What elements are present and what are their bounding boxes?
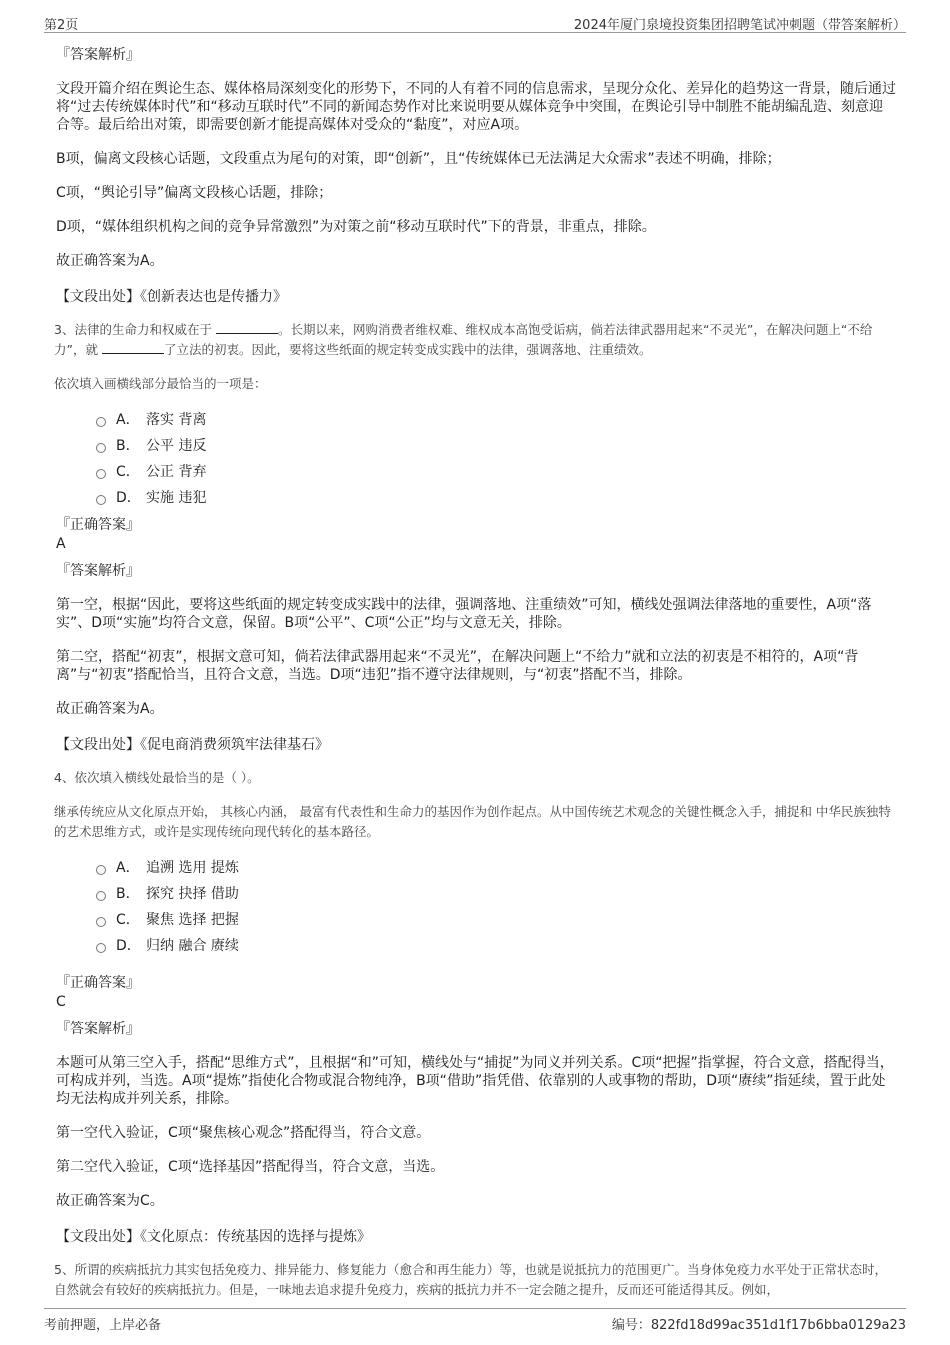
option-letter: C． xyxy=(116,464,140,480)
fill-blank xyxy=(102,341,164,354)
answer-label: 『正确答案』 xyxy=(56,975,140,991)
option-letter: A． xyxy=(116,412,140,428)
option-text: 探究 抉择 借助 xyxy=(146,886,239,902)
analysis-paragraph: B项，偏离文段核心话题，文段重点为尾句的对策，即“创新”，且“传统媒体已无法满足大众需求”表述不明确，排除； xyxy=(56,151,781,167)
analysis-paragraph: 故正确答案为C。 xyxy=(56,1193,164,1209)
analysis-paragraph: D项，“媒体组织机构之间的竞争异常激烈”为对策之前“移动互联时代”下的背景，非重点，排除。 xyxy=(56,219,656,235)
analysis-paragraph: 故正确答案为A。 xyxy=(56,253,164,269)
analysis-paragraph: 故正确答案为A。 xyxy=(56,701,164,717)
option-b[interactable] xyxy=(96,880,896,906)
question-4-stem: 4、依次填入横线处最恰当的是（ ）。 xyxy=(54,770,260,785)
analysis-label: 『答案解析』 xyxy=(56,563,140,579)
option-text: 公正 背弃 xyxy=(146,464,207,480)
analysis-label: 『答案解析』 xyxy=(56,47,140,63)
option-d[interactable] xyxy=(96,484,896,510)
spacer xyxy=(56,964,896,974)
answer-value: A xyxy=(56,536,66,552)
option-b[interactable] xyxy=(96,432,896,458)
question-3-text-b: 。长期以来，网购消费者维权难、维权成本高饱受诟病，倘若法律武器用起来“不灵光”，在解决问题上“不给力”，就 xyxy=(54,322,873,357)
option-text: 归纳 融合 赓续 xyxy=(146,938,239,954)
analysis-paragraph: 第二空，搭配“初衷”，根据文意可知，倘若法律武器用起来“不灵光”，在解决问题上“不给力”就和立法的初衷是不相符的，A项“背离”与“初衷”搭配恰当，且符合文意，当选。D项“违犯”指不遵守法律规则，与“初衷”搭配不当，排除。 xyxy=(56,649,859,683)
radio-icon[interactable] xyxy=(96,865,106,875)
option-text: 落实 背离 xyxy=(146,412,207,428)
option-a[interactable] xyxy=(96,854,896,880)
option-letter: A． xyxy=(116,860,140,876)
source-line xyxy=(56,734,896,754)
fill-blank xyxy=(216,321,278,334)
answer-label: 『正确答案』 xyxy=(56,517,140,533)
page-number: 第2页 xyxy=(44,18,79,33)
option-a[interactable] xyxy=(96,406,896,432)
option-letter: D． xyxy=(116,490,141,506)
source-title: 《创新表达也是传播力》 xyxy=(140,289,287,305)
question-3-text-a: 3、法律的生命力和权威在于 xyxy=(54,322,212,337)
option-text: 追溯 选用 提炼 xyxy=(146,860,239,876)
document-body xyxy=(56,44,896,1314)
analysis-label: 『答案解析』 xyxy=(56,1021,140,1037)
source-title: 《文化原点：传统基因的选择与提炼》 xyxy=(140,1229,371,1245)
analysis-paragraph: 第二空代入验证，C项“选择基因”搭配得当，符合文意，当选。 xyxy=(56,1159,445,1175)
source-line xyxy=(56,1226,896,1246)
question-5-stem: 5、所谓的疾病抵抗力其实包括免疫力、排异能力、修复能力（愈合和再生能力）等，也就是说抵抗力的范围更广。当身体免疫力水平处于正常状态时，自然就会有较好的疾病抵抗力。但是，一味地去追求提升免疫力，疾病的抵抗力并不一定会随之提升，反而还可能适得其反。例如， xyxy=(54,1262,887,1297)
option-c[interactable] xyxy=(96,458,896,484)
option-letter: C． xyxy=(116,912,140,928)
source-label: 【文段出处】 xyxy=(56,1229,140,1245)
source-title: 《促电商消费须筑牢法律基石》 xyxy=(140,737,329,753)
radio-icon[interactable] xyxy=(96,891,106,901)
analysis-paragraph: 第一空代入验证，C项“聚焦核心观念”搭配得当，符合文意。 xyxy=(56,1125,431,1141)
page-header xyxy=(44,12,906,33)
analysis-paragraph: 第一空，根据“因此，要将这些纸面的规定转变成实践中的法律，强调落地、注重绩效”可知，横线处强调法律落地的重要性，A项“落实”、D项“实施”均符合文意，保留。B项“公平”、C项“公正”均与文意无关，排除。 xyxy=(56,597,872,631)
question-4-options xyxy=(96,854,896,958)
radio-icon[interactable] xyxy=(96,943,106,953)
question-3-options xyxy=(96,406,896,510)
radio-icon[interactable] xyxy=(96,469,106,479)
analysis-paragraph: C项，“舆论引导”偏离文段核心话题，排除； xyxy=(56,185,333,201)
option-c[interactable] xyxy=(96,906,896,932)
option-text: 公平 违反 xyxy=(146,438,207,454)
option-letter: D． xyxy=(116,938,141,954)
source-line xyxy=(56,286,896,306)
question-3-text-c: 了立法的初衷。因此，要将这些纸面的规定转变成实践中的法律，强调落地、注重绩效。 xyxy=(163,342,652,357)
option-letter: B． xyxy=(116,886,140,902)
source-label: 【文段出处】 xyxy=(56,289,140,305)
source-label: 【文段出处】 xyxy=(56,737,140,753)
answer-value: C xyxy=(56,994,66,1010)
document-title: 2024年厦门泉境投资集团招聘笔试冲刺题（带答案解析） xyxy=(573,18,906,33)
question-4-passage: 继承传统应从文化原点开始， 其核心内涵， 最富有代表性和生命力的基因作为创作起点。从中国传统艺术观念的关键性概念入手，捕捉和 中华民族独特的艺术思维方式，或许是实现传统向现代转化的基本路径。 xyxy=(54,804,891,839)
option-d[interactable] xyxy=(96,932,896,958)
radio-icon[interactable] xyxy=(96,417,106,427)
document-id: 编号：822fd18d99ac351d1f17b6bba0129a23 xyxy=(611,1318,906,1333)
footer-slogan: 考前押题，上岸必备 xyxy=(44,1318,162,1333)
page-footer xyxy=(44,1308,906,1331)
question-3-stem xyxy=(54,320,896,360)
radio-icon[interactable] xyxy=(96,495,106,505)
question-3-prompt: 依次填入画横线部分最恰当的一项是： xyxy=(54,376,267,391)
radio-icon[interactable] xyxy=(96,917,106,927)
option-text: 聚焦 选择 把握 xyxy=(146,912,239,928)
option-text: 实施 违犯 xyxy=(146,490,207,506)
radio-icon[interactable] xyxy=(96,443,106,453)
option-letter: B． xyxy=(116,438,140,454)
analysis-paragraph: 文段开篇介绍在舆论生态、媒体格局深刻变化的形势下，不同的人有着不同的信息需求，呈现分众化、差异化的趋势这一背景，随后通过将“过去传统媒体时代”和“移动互联时代”不同的新闻态势作对比来说明要从媒体竞争中突围，在舆论引导中制胜不能胡编乱造、刻意迎合等。最后给出对策，即需要创新才能提高媒体对受众的“黏度”，对应A项。 xyxy=(56,81,896,133)
analysis-paragraph: 本题可从第三空入手，搭配“思维方式”，且根据“和”可知，横线处与“捕捉”为同义并列关系。C项“把握”指掌握，符合文意，搭配得当，可构成并列，当选。A项“提炼”指使化合物或混合物纯净，B项“借助”指凭借、依靠别的人或事物的帮助，D项“赓续”指延续，置于此处均无法构成并列关系，排除。 xyxy=(56,1055,894,1107)
